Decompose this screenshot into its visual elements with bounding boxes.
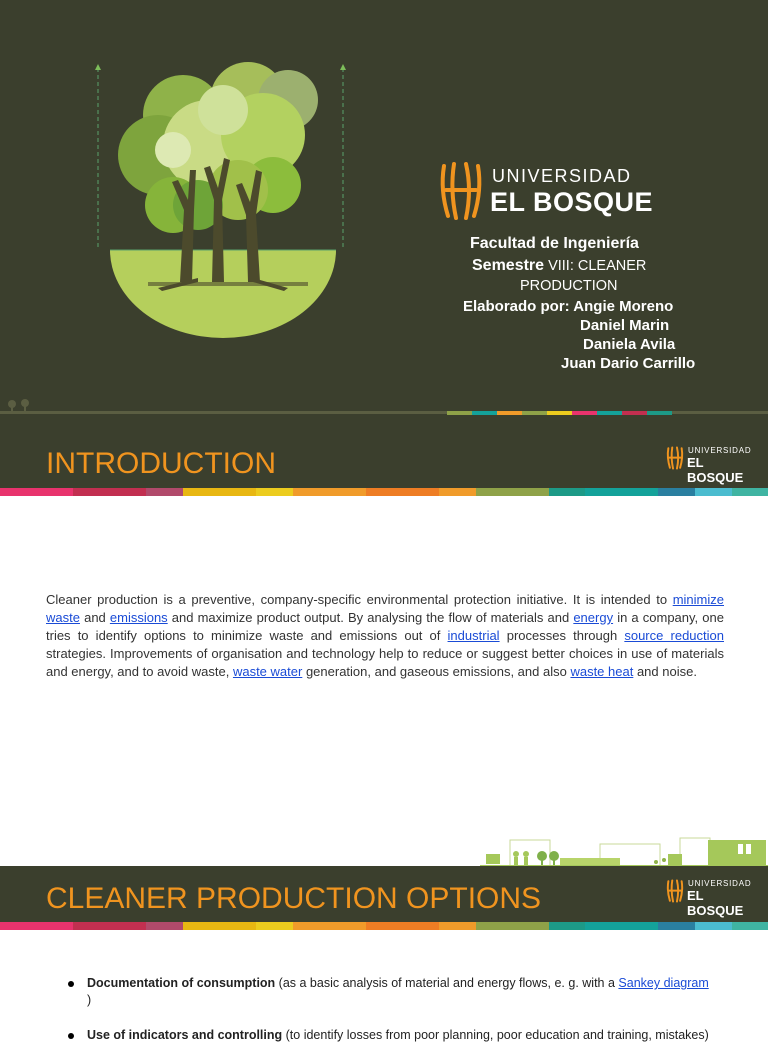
options-color-bar [0, 922, 768, 930]
intro-paragraph [46, 591, 724, 681]
faculty-name: Facultad de Ingeniería [470, 235, 639, 252]
color-bar-segment [512, 922, 549, 930]
item-title: Use of indicators and controlling [87, 1028, 283, 1042]
color-bar-segment [37, 922, 74, 930]
item-text-end: ) [87, 993, 92, 1007]
color-bar-segment [585, 488, 622, 496]
color-bar-segment [329, 922, 366, 930]
options-heading: CLEANER PRODUCTION OPTIONS [46, 882, 542, 915]
link-waste-2[interactable]: waste [232, 664, 271, 679]
logo-top-text: UNIVERSIDAD [688, 446, 752, 455]
bullet-icon [68, 981, 74, 987]
color-bar-segment [658, 488, 695, 496]
text-run: strategies. Improvements of organisation and technology help to reduce or suggest better choices in use of materials and energy, and to avoid waste, [46, 646, 724, 679]
item-text: (to identify losses from poor planning, poor education and training, mistakes) [282, 1028, 709, 1042]
color-bar-segment [366, 922, 403, 930]
color-bar-segment [183, 922, 220, 930]
university-emblem-icon [666, 878, 684, 904]
text-run: Cleaner production is a preventive, company-specific environmental protection initiative. It is intended to [46, 592, 673, 607]
semester-line [472, 256, 646, 276]
logo-top-text: UNIVERSIDAD [688, 879, 752, 888]
color-bar-segment [183, 488, 220, 496]
color-bar-segment [110, 922, 147, 930]
text-run: in a company, one tries to identify options to minimize waste and emissions out of [46, 610, 724, 643]
link-emissions[interactable]: emissions [109, 610, 168, 625]
color-bar-segment [622, 922, 659, 930]
color-bar-segment [0, 922, 37, 930]
text-run: and noise. [633, 664, 697, 679]
color-bar-segment [73, 922, 110, 930]
link-energy[interactable]: energy [573, 610, 614, 625]
item-title: Documentation of consumption [87, 976, 276, 990]
color-bar-segment [37, 488, 74, 496]
logo-main-text: EL BOSQUE [687, 455, 744, 485]
color-bar-segment [585, 922, 622, 930]
header-logo [666, 878, 758, 918]
author-name: Daniela Avila [583, 336, 676, 353]
bullet-icon [68, 1033, 74, 1039]
item-text: (as a basic analysis of material and energy flows, e. g. with a [275, 976, 619, 990]
options-header [0, 866, 768, 922]
color-bar-segment [476, 922, 513, 930]
color-bar-segment [695, 488, 732, 496]
color-bar-segment [73, 488, 110, 496]
text-run: generation, and gaseous emissions, and also [302, 664, 571, 679]
color-bar-segment [293, 488, 330, 496]
color-bar-segment [439, 922, 476, 930]
university-emblem-icon [666, 445, 684, 471]
color-bar-segment [110, 488, 147, 496]
text-run: and maximize product output. By analysing the flow of materials and [167, 610, 574, 625]
intro-color-bar [0, 488, 768, 496]
color-bar-segment [732, 488, 768, 496]
intro-heading: INTRODUCTION [46, 447, 276, 480]
color-bar-segment [402, 922, 439, 930]
list-item [66, 1027, 726, 1044]
university-logo [438, 160, 678, 224]
color-bar-segment [476, 488, 513, 496]
title-slide [0, 0, 768, 433]
author-name: Daniel Marin [580, 317, 670, 334]
link-sankey-diagram[interactable]: Sankey diagram [618, 976, 709, 990]
color-bar-segment [146, 488, 183, 496]
color-bar-segment [622, 488, 659, 496]
logo-top-text: UNIVERSIDAD [492, 166, 632, 186]
color-bar-segment [439, 488, 476, 496]
link-water[interactable]: water [270, 664, 303, 679]
color-bar-segment [256, 922, 293, 930]
link-minimize[interactable]: minimize [672, 592, 724, 607]
link-waste[interactable]: waste [46, 610, 80, 625]
logo-main-text: EL BOSQUE [687, 888, 744, 918]
color-bar-segment [146, 922, 183, 930]
color-bar-segment [0, 488, 37, 496]
baseline-color-strip [447, 411, 672, 415]
link-reduction[interactable]: reduction [670, 628, 724, 643]
list-item [66, 975, 726, 1009]
logo-main-text: EL BOSQUE [490, 187, 654, 217]
intro-header [0, 433, 768, 489]
color-bar-segment [293, 922, 330, 930]
authors-lead: Elaborado por: Angie Moreno [463, 298, 674, 315]
tree-illustration [88, 50, 358, 340]
author-name: Juan Dario Carrillo [561, 355, 696, 372]
text-run: processes through [499, 628, 625, 643]
color-bar-segment [549, 922, 586, 930]
color-bar-segment [695, 922, 732, 930]
color-bar-segment [512, 488, 549, 496]
semester-value: VIII: CLEANER [544, 258, 647, 274]
color-bar-segment [219, 922, 256, 930]
color-bar-segment [219, 488, 256, 496]
course-name: PRODUCTION [520, 278, 618, 294]
options-list [66, 975, 726, 1062]
color-bar-segment [658, 922, 695, 930]
text-run: and [79, 610, 110, 625]
small-trees-icon [5, 398, 35, 412]
link-industrial[interactable]: industrial [447, 628, 500, 643]
header-logo [666, 445, 758, 485]
color-bar-segment [549, 488, 586, 496]
color-bar-segment [366, 488, 403, 496]
color-bar-segment [256, 488, 293, 496]
university-emblem-icon [438, 160, 484, 222]
color-bar-segment [402, 488, 439, 496]
city-illustration [480, 832, 768, 868]
link-waste-heat[interactable]: waste heat [570, 664, 634, 679]
color-bar-segment [329, 488, 366, 496]
color-bar-segment [732, 922, 768, 930]
link-source[interactable]: source [624, 628, 671, 643]
semester-label: Semestre [472, 257, 545, 274]
